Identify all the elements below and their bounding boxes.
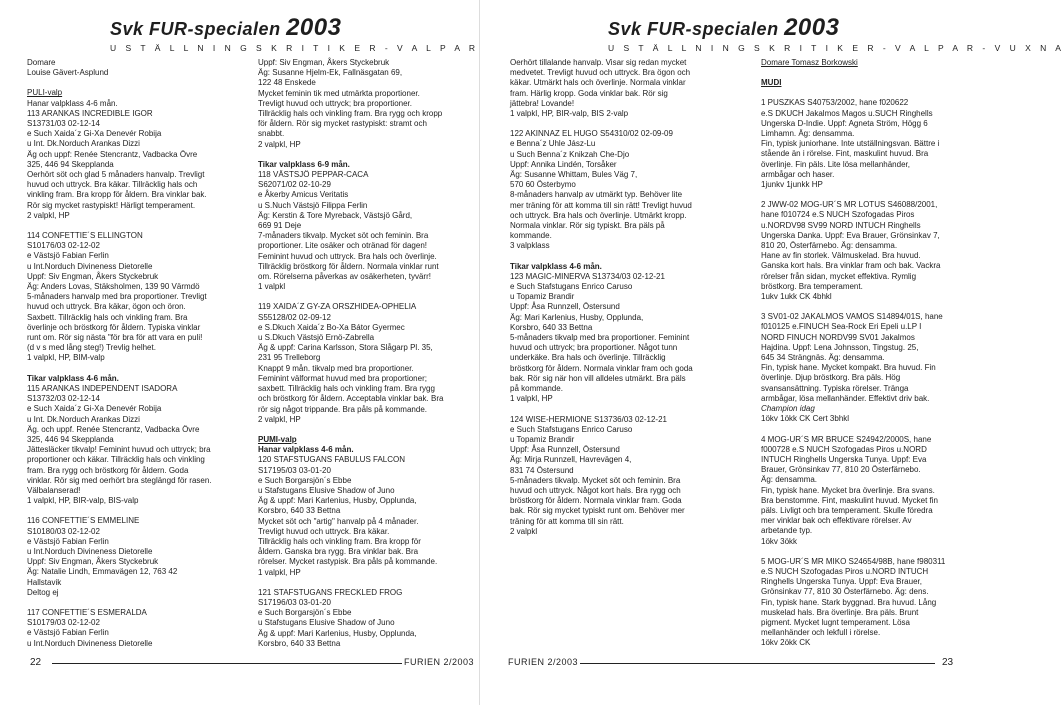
text-line: Hane av fin storlek. Välmuskelad. Bra huvud.: [761, 251, 921, 261]
text-line: rörelser från sidan, mycket effektiva. Rymlig: [761, 271, 917, 281]
text-line: 570 60 Österbymo: [510, 180, 576, 190]
text-line: Äg: Mirja Runnzell, Havrevägen 4,: [510, 455, 632, 465]
text-line: 5 MOG-UR´S MR MIKO S24654/98B, hane f980311: [761, 556, 946, 566]
text-line: Trevligt huvud och uttryck. Bra käkar.: [258, 526, 390, 536]
text-line: Domare Tomasz Borkowski: [761, 58, 858, 67]
text-line: Ungerska Danka. Uppf: Eva Brauer, Grönsinkav 7,: [761, 230, 940, 240]
text-line: Äg: Susanne Hjelm-Ek, Fallnäsgatan 69,: [258, 68, 403, 78]
text-line: 1 valpkl, HP, BIR-valp, BIS-valp: [27, 496, 139, 506]
text-line: 116 CONFETTIE´S EMMELINE: [27, 516, 140, 526]
text-line: Uppf: Siv Engman, Åkers Styckebruk: [27, 271, 159, 281]
left-column-2: [258, 58, 472, 649]
text-line: Hanar valpklass 4-6 mån.: [27, 98, 118, 108]
text-line: vinkling fram. Bra kropp för åldern. Bra vinklar bak.: [27, 190, 207, 200]
text-line: runt om. Rör sig nästa "för bra för att vara en puli!: [27, 333, 203, 343]
paragraph-gap: [510, 119, 750, 129]
text-line: Korsbro, 640 33 Bettna: [258, 506, 341, 516]
paragraph-gap: [761, 68, 956, 78]
text-line: Ungerska D-Indie. Uppf: Agneta Ström, Högg 6: [761, 118, 928, 128]
title-word: specialen: [194, 19, 281, 39]
text-line: S62071/02 02-10-29: [258, 180, 331, 190]
page-number: 22: [30, 657, 42, 668]
text-line: rör sig något trippande. Bra påls på kommande.: [258, 404, 427, 414]
text-line: Uppf: Siv Engman, Åkers Styckebruk: [258, 58, 390, 67]
text-line: Oerhört tillalande hanvalp. Visar sig redan mycket: [510, 58, 687, 67]
text-line: S17195/03 03-01-20: [258, 465, 331, 475]
text-line: Saxbett. Tillräcklig hals och vinkling fram. Bra: [27, 312, 188, 322]
text-line: 122 AKINNAZ EL HUGO S54310/02 02-09-09: [510, 129, 673, 139]
text-line: Bra benstomme. Fint, maskulint huvud. Mycket fin: [761, 495, 938, 505]
text-line: Äg & uppf: Mari Karlenius, Husby, Opplunda,: [258, 496, 417, 506]
text-line: huvud och uttryck; bra proportioner. Något tunn: [510, 343, 678, 353]
left-page-subtitle: U S T Ä L L N I N G S K R I T I K E R - V A L P A R: [110, 43, 479, 53]
text-line: 4 MOG-UR´S MR BRUCE S24942/2000S, hane: [761, 434, 932, 444]
paragraph-gap: [761, 547, 956, 557]
text-line: bröstkorg för åldern. Normala vinklar fram. Goda: [510, 496, 682, 506]
text-line: för åldern. Rör sig mycket rastypiskt: stramt och: [258, 119, 427, 129]
text-line: Rör sig mycket rastypiskt! Härligt temperament.: [27, 200, 196, 210]
text-line: 3 SV01-02 JAKALMOS VAMOS S14894/01S, hane: [761, 312, 943, 322]
text-line: 5-månaders hanvalp med bra proportioner. Trevligt: [27, 292, 207, 302]
text-line: Grönsinkav 77, 810 30 Österfärnebo. Äg: dens.: [761, 587, 929, 597]
text-line: 119 XAIDA´Z GY-ZA ORSZHIDEA-OPHELIA: [258, 302, 417, 312]
text-line: e Such Stafstugans Enrico Caruso: [510, 282, 633, 292]
text-line: armbågar, lösa mellanhänder. Effektivt driv bak.: [761, 393, 930, 403]
text-line: bak. Rör sig mycket typiskt runt om. Behöver mer: [510, 506, 685, 516]
text-line: Uppf: Siv Engman, Åkers Styckebruk: [27, 557, 159, 567]
text-line: hane f010724 e.S NUCH Szofogadas Piros: [761, 210, 915, 220]
text-line: snabbt.: [258, 129, 285, 139]
text-line: om. Rörelserna påverkas av osäkerheten, tyvärr!: [258, 272, 431, 282]
text-line: 121 STAFSTUGANS FRECKLED FROG: [258, 587, 403, 597]
text-line: u Int. Dk.Norduch Arankas Dizzi: [27, 414, 140, 424]
left-page-title: [110, 14, 479, 42]
text-line: 1ökv 3ökk: [761, 536, 798, 546]
text-line: 117 CONFETTIE´S ESMERALDA: [27, 607, 147, 617]
text-line: S10179/03 02-12-02: [27, 618, 100, 628]
text-line: u S.Nuch Västsjö Filippa Ferlin: [258, 200, 368, 210]
text-line: muskelad hals. Bra överlinje. Bra päls. Brunt: [761, 607, 919, 617]
text-line: proportioner och käkar. Tillräcklig hals och vinkling: [27, 455, 205, 465]
text-line: Äg. och uppf. Renée Stencrantz, Vadbacka Övre: [27, 424, 200, 434]
text-line: Äg och uppf: Renée Stencrantz, Vadbacka Övre: [27, 149, 198, 159]
paragraph-gap: [510, 252, 750, 262]
text-line: Äg: Natalie Lindh, Emmavägen 12, 763 42: [27, 567, 178, 577]
text-line: Äg: densamma.: [761, 475, 818, 485]
text-line: arbetande typ.: [761, 526, 813, 536]
paragraph-gap: [27, 598, 241, 608]
paragraph-gap: [27, 506, 241, 516]
text-line: saxbett. Tillräcklig hals och vinkling fram. Bra rygg: [258, 384, 435, 394]
text-line: e.S DKUCH Jakalmos Magos u.SUCH Ringhells: [761, 108, 933, 118]
text-line: e Västsjö Fabian Ferlin: [27, 628, 109, 638]
text-line: Uppf: Annika Lindén, Torsåker: [510, 159, 617, 169]
text-line: e Benna´z Uhle Jász-Lu: [510, 139, 596, 149]
text-line: käkar. Utmärkt hals och överlinje. Normala vinklar: [510, 78, 686, 88]
right-page: [480, 0, 1064, 705]
text-line: bak. Rör sig när hon vill alldeles utmärkt. Bra päls: [510, 373, 686, 383]
text-line: Tillräcklig hals och vinkling fram. Bra rygg och kropp: [258, 109, 443, 119]
text-line: INTUCH Ringhells Ungerska Tunya. Uppf: Eva: [761, 454, 927, 464]
text-line: S55128/02 02-09-12: [258, 312, 331, 322]
text-line: 5-månaders tikvalp med bra proportioner. Feminint: [510, 333, 690, 343]
text-line: och bröstkorg för åldern. Acceptabla vinklar bak. Bra: [258, 394, 444, 404]
text-line: päls. Livligt och bra temperament. Skulle föredra: [761, 505, 933, 515]
text-line: 325, 446 94 Skepplanda: [27, 434, 114, 444]
text-line: 810 20, Österfärnebo. Äg: densamma.: [761, 241, 898, 251]
title-year: 2003: [286, 14, 342, 41]
text-line: 2 valpkl, HP: [27, 210, 70, 220]
text-line: 1 valpkl, HP: [510, 394, 553, 404]
text-line: 3 valpklass: [510, 241, 550, 251]
text-line: överlinje och bröstkorg för åldern. Typiska vinklar: [27, 322, 201, 332]
text-line: Tikar valpklass 6-9 mån.: [258, 159, 350, 169]
text-line: Limhamn. Äg: densamma.: [761, 129, 855, 139]
text-line: PUMI-valp: [258, 434, 297, 444]
text-line: jättebra! Lovande!: [510, 98, 575, 108]
text-line: bröstkorg. Bra temperament.: [761, 281, 863, 291]
right-page-header: [608, 14, 1064, 53]
text-line: armbågar och haser.: [761, 169, 835, 179]
text-line: Äg & uppf: Mari Karlenius, Husby, Opplunda,: [258, 628, 417, 638]
text-line: (d v s med lång steg!) Trevlig helhet.: [27, 343, 156, 353]
text-line: 120 STAFSTUGANS FABULUS FALCON: [258, 455, 406, 465]
footer-issue: FURIEN 2/2003: [508, 657, 579, 667]
text-line: Trevligt huvud och uttryck; bra proportioner.: [258, 98, 412, 108]
text-line: e Västsjö Fabian Ferlin: [27, 251, 109, 261]
paragraph-gap: [761, 425, 956, 435]
text-line: kommande.: [510, 231, 552, 241]
text-line: rörelser. Mycket rastypisk. Bra påls på kommande.: [258, 557, 438, 567]
text-line: Fin, typisk hane. Mycket kompakt. Bra huvud. Fin: [761, 363, 936, 373]
text-line: S10180/03 02-12-02: [27, 526, 100, 536]
text-line: e Åkerby Amicus Veritatis: [258, 190, 349, 200]
text-line: 2 valpkl: [510, 526, 538, 536]
text-line: Brauer, Grönsinkav 77, 810 20 Österfärnebo.: [761, 465, 921, 475]
text-line: fram. Härlig kropp. Goda vinklar bak. Rör sig: [510, 88, 668, 98]
text-line: Mycket feminin tik med utmärkta proportioner.: [258, 88, 420, 98]
title-word: specialen: [692, 19, 779, 39]
text-line: 2 JWW-02 MOG-UR´S MR LOTUS S46088/2001,: [761, 200, 938, 210]
text-line: u Int.Norduch Divineness Dietorelle: [27, 261, 153, 271]
text-line: Ganska kort hals. Bra vinklar fram och bak. Vackra: [761, 261, 941, 271]
text-line: huvud och uttryck. Bra käkar. Tillräcklig hals och: [27, 180, 198, 190]
text-line: e Such Xaida´z Gi-Xa Denevér Robija: [27, 129, 162, 139]
text-line: MUDI: [761, 78, 782, 88]
text-line: överlinje. Djup bröstkorg. Bra päls. Hög: [761, 373, 901, 383]
text-line: träning för att komma till sin rätt.: [510, 516, 624, 526]
text-line: 7-månaders tikvalp. Mycket söt och feminin. Bra: [258, 231, 429, 241]
footer-rule: [580, 663, 935, 664]
right-column-2: [761, 58, 956, 649]
paragraph-gap: [258, 425, 472, 435]
page-number: 23: [942, 657, 954, 668]
text-line: 113 ARANKAS INCREDIBLE IGOR: [27, 108, 153, 118]
title-prefix: Svk FUR-: [110, 19, 195, 39]
text-line: på kommande.: [510, 384, 563, 394]
text-line: Äg: Susanne Whittam, Bules Väg 7,: [510, 170, 638, 180]
text-line: 831 74 Östersund: [510, 465, 574, 475]
text-line: Hallstavik: [27, 577, 62, 587]
footer-issue: FURIEN 2/2003: [404, 657, 475, 667]
text-line: 1ukv 1ukk CK 4bhkl: [761, 292, 832, 302]
text-line: svansansättning. Typiska rörelser. Tränga: [761, 383, 909, 393]
text-line: mer vinklar bak och effektivare rörelser. Av: [761, 516, 912, 526]
text-line: Ringhells Ungerska Tunya. Uppf: Eva Brauer,: [761, 577, 922, 587]
paragraph-gap: [258, 292, 472, 302]
text-line: proportioner. Lite osäker och otränad för dagen!: [258, 241, 427, 251]
text-line: Välbalanserad!: [27, 485, 81, 495]
text-line: Hajdina. Uppf: Lena Johnsson, Tingstug. 25,: [761, 342, 919, 352]
text-line: huvud och uttryck. Något kort hals. Bra rygg och: [510, 485, 681, 495]
text-line: 325, 446 94 Skepplanda: [27, 159, 114, 169]
paragraph-gap: [258, 578, 472, 588]
text-line: 1ökv 1ökk CK Cert 3bhkl: [761, 414, 850, 424]
right-page-subtitle: U S T Ä L L N I N G S K R I T I K E R - V A L P A R - V U X N A: [608, 43, 1064, 53]
text-line: u Stafstugans Elusive Shadow of Juno: [258, 485, 395, 495]
text-line: bröstkorg för åldern. Normala vinklar fram och goda: [510, 363, 693, 373]
text-line: Äg: Kerstin & Tore Myreback, Västsjö Gård,: [258, 210, 413, 220]
text-line: Hanar valpklass 4-6 mån.: [258, 445, 354, 455]
text-line: Feminint välformat huvud med bra proportioner;: [258, 373, 427, 383]
text-line: fram. Bra rygg och bröstkorg för åldern. Goda: [27, 465, 189, 475]
title-year: 2003: [784, 14, 840, 41]
text-line: 1 valpkl, HP, BIM-valp: [27, 353, 105, 363]
text-line: 115 ARANKAS INDEPENDENT ISADORA: [27, 383, 178, 393]
text-line: Uppf: Åsa Runnzell, Östersund: [510, 302, 620, 312]
text-line: u S.Dkuch Västsjö Ernö-Zabrella: [258, 333, 375, 343]
text-line: Domare: [27, 58, 56, 67]
text-line: u Int.Norduch Divineness Dietorelle: [27, 546, 153, 556]
text-line: 2 valpkl, HP: [258, 139, 301, 149]
text-line: 645 34 Strängnäs. Äg: densamma.: [761, 353, 885, 363]
text-line: u Stafstugans Elusive Shadow of Juno: [258, 618, 395, 628]
text-line: 1 PUSZKAS S40753/2002, hane f020622: [761, 98, 909, 108]
paragraph-gap: [761, 88, 956, 98]
text-line: Louise Gävert-Asplund: [27, 68, 109, 78]
paragraph-gap: [510, 405, 750, 415]
text-line: Feminint huvud och uttryck. Bra hals och överlinje.: [258, 251, 437, 261]
right-column-1: [510, 58, 750, 537]
text-line: S10176/03 02-12-02: [27, 241, 100, 251]
text-line: 231 95 Trelleborg: [258, 353, 321, 363]
left-page-header: [110, 14, 479, 53]
text-line: åldern. Ganska bra rygg. Bra vinklar bak. Bra: [258, 547, 419, 557]
text-line: u.NORDV98 SV99 NORD INTUCH Ringhells: [761, 220, 921, 230]
text-line: mellanhänder och lekfull i rörelse.: [761, 628, 881, 638]
text-line: S13731/03 02-12-14: [27, 119, 100, 129]
text-line: Äg: Mari Karlenius, Husby, Opplunda,: [510, 312, 644, 322]
text-line: f010125 e.FINUCH Sea-Rock Eri Epeli u.LP I: [761, 322, 922, 332]
text-line: 114 CONFETTIE´S ELLINGTON: [27, 231, 143, 241]
text-line: e.S NUCH Szofogadas Piros u.NORD INTUCH: [761, 566, 929, 576]
text-line: e Such Borgarsjön´s Ebbe: [258, 475, 352, 485]
text-line: 1 valpkl, HP, BIR-valp, BIS 2-valp: [510, 109, 629, 119]
text-line: 122 48 Enskede: [258, 78, 316, 88]
text-line: och uttryck. Bra hals och överlinje. Utmärkt kropp.: [510, 210, 687, 220]
text-line: e S.Dkuch Xaida´z Bo-Xa Bátor Gyermec: [258, 322, 405, 332]
text-line: Oerhört söt och glad 5 månaders hanvalp. Trevligt: [27, 170, 205, 180]
text-line: Champion idag: [761, 404, 815, 414]
text-line: 1junkv 1junkk HP: [761, 180, 823, 190]
paragraph-gap: [258, 150, 472, 160]
text-line: e Such Stafstugans Enrico Caruso: [510, 424, 633, 434]
paragraph-gap: [27, 364, 241, 374]
text-line: u Topamiz Brandir: [510, 292, 575, 302]
left-column-1: [27, 58, 241, 649]
text-line: Jättesläcker tikvalp! Feminint huvud och uttryck; bra: [27, 445, 211, 455]
text-line: 2 valpkl, HP: [258, 414, 301, 424]
text-line: underkäke. Bra hals och överlinje. Tillräcklig: [510, 353, 666, 363]
text-line: vinklar. Rör sig med oerhört bra steglängd för rasen.: [27, 475, 212, 485]
text-line: u Int. Dk.Norduch Arankas Dizzi: [27, 139, 140, 149]
text-line: Fin, typisk hane. Mycket bra överlinje. Bra svans.: [761, 485, 935, 495]
text-line: pigment. Mycket lugnt temperament. Lösa: [761, 617, 910, 627]
text-line: 123 MAGIC-MINERVA S13734/03 02-12-21: [510, 271, 665, 281]
right-page-title: [608, 14, 1064, 42]
paragraph-gap: [27, 221, 241, 231]
text-line: mer träning för att komma till sin rätt! Trevligt huvud: [510, 200, 692, 210]
text-line: Korsbro, 640 33 Bettna: [510, 322, 593, 332]
text-line: 124 WISE-HERMIONE S13736/03 02-12-21: [510, 414, 667, 424]
text-line: medvetet. Trevligt huvud och uttryck. Bra ögon och: [510, 68, 691, 78]
text-line: Fin, typisk hane. Stark byggnad. Bra huvud. Lång: [761, 597, 937, 607]
text-line: 1 valpkl: [258, 282, 286, 292]
text-line: NORD FINUCH NORDV99 SV01 Jakalmos: [761, 332, 915, 342]
text-line: Tillräcklig bröstkorg för åldern. Normala vinklar runt: [258, 261, 439, 271]
text-line: Äg: Anders Lovas, Stäksholmen, 139 90 Värmdö: [27, 282, 200, 292]
text-line: e Such Borgarsjön´s Ebbe: [258, 608, 352, 618]
text-line: överlinje. Fin päls. Lite lösa mellanhänder,: [761, 159, 910, 169]
left-page: [0, 0, 480, 705]
text-line: u Int.Norduch Divineness Dietorelle: [27, 638, 153, 648]
text-line: Fin, typisk juniorhane. Inte utställningsvan. Bättre i: [761, 139, 940, 149]
text-line: Normala vinklar. Rör sig typiskt. Bra päls på: [510, 221, 665, 231]
text-line: Deltog ej: [27, 587, 59, 597]
text-line: Knappt 9 mån. tikvalp med bra proportioner.: [258, 363, 414, 373]
text-line: 669 91 Deje: [258, 221, 302, 231]
text-line: 1ökv 2ökk CK: [761, 638, 811, 648]
text-line: Mycket söt och "artig" hanvalp på 4 månader.: [258, 516, 419, 526]
text-line: S13732/03 02-12-14: [27, 394, 100, 404]
text-line: Äg & uppf: Carina Karlsson, Stora Slågarp Pl. 35,: [258, 343, 433, 353]
text-line: huvud och uttryck. Bra käkar, ögon och öron.: [27, 302, 186, 312]
text-line: 5-månaders tikvalp. Mycket söt och feminin. Bra: [510, 475, 681, 485]
text-line: S17196/03 03-01-20: [258, 597, 331, 607]
text-line: u Topamiz Brandir: [510, 434, 575, 444]
text-line: Tikar valpklass 4-6 mån.: [27, 373, 119, 383]
text-line: e Such Xaida´z Gi-Xa Denevér Robija: [27, 404, 162, 414]
paragraph-gap: [27, 78, 241, 88]
paragraph-gap: [761, 302, 956, 312]
text-line: Tillräcklig hals och vinkling fram. Bra kropp för: [258, 536, 421, 546]
text-line: e Västsjö Fabian Ferlin: [27, 536, 109, 546]
text-line: 8-månaders hanvalp av utmärkt typ. Behöver lite: [510, 190, 683, 200]
text-line: Korsbro, 640 33 Bettna: [258, 638, 341, 648]
text-line: u Such Benna´z Knikzah Che-Djo: [510, 149, 630, 159]
text-line: Uppf: Åsa Runnzell, Östersund: [510, 445, 620, 455]
text-line: Tikar valpklass 4-6 mån.: [510, 261, 602, 271]
footer-rule: [52, 663, 402, 664]
text-line: stående än i rörelse. Fint, maskulint huvud. Bra: [761, 149, 929, 159]
text-line: 118 VÄSTSJÖ PEPPAR-CACA: [258, 170, 369, 180]
text-line: 1 valpkl, HP: [258, 567, 301, 577]
title-prefix: Svk FUR-: [608, 19, 693, 39]
text-line: f000728 e.S NUCH Szofogadas Piros u.NORD: [761, 444, 927, 454]
text-line: PULI-valp: [27, 88, 63, 98]
paragraph-gap: [761, 190, 956, 200]
